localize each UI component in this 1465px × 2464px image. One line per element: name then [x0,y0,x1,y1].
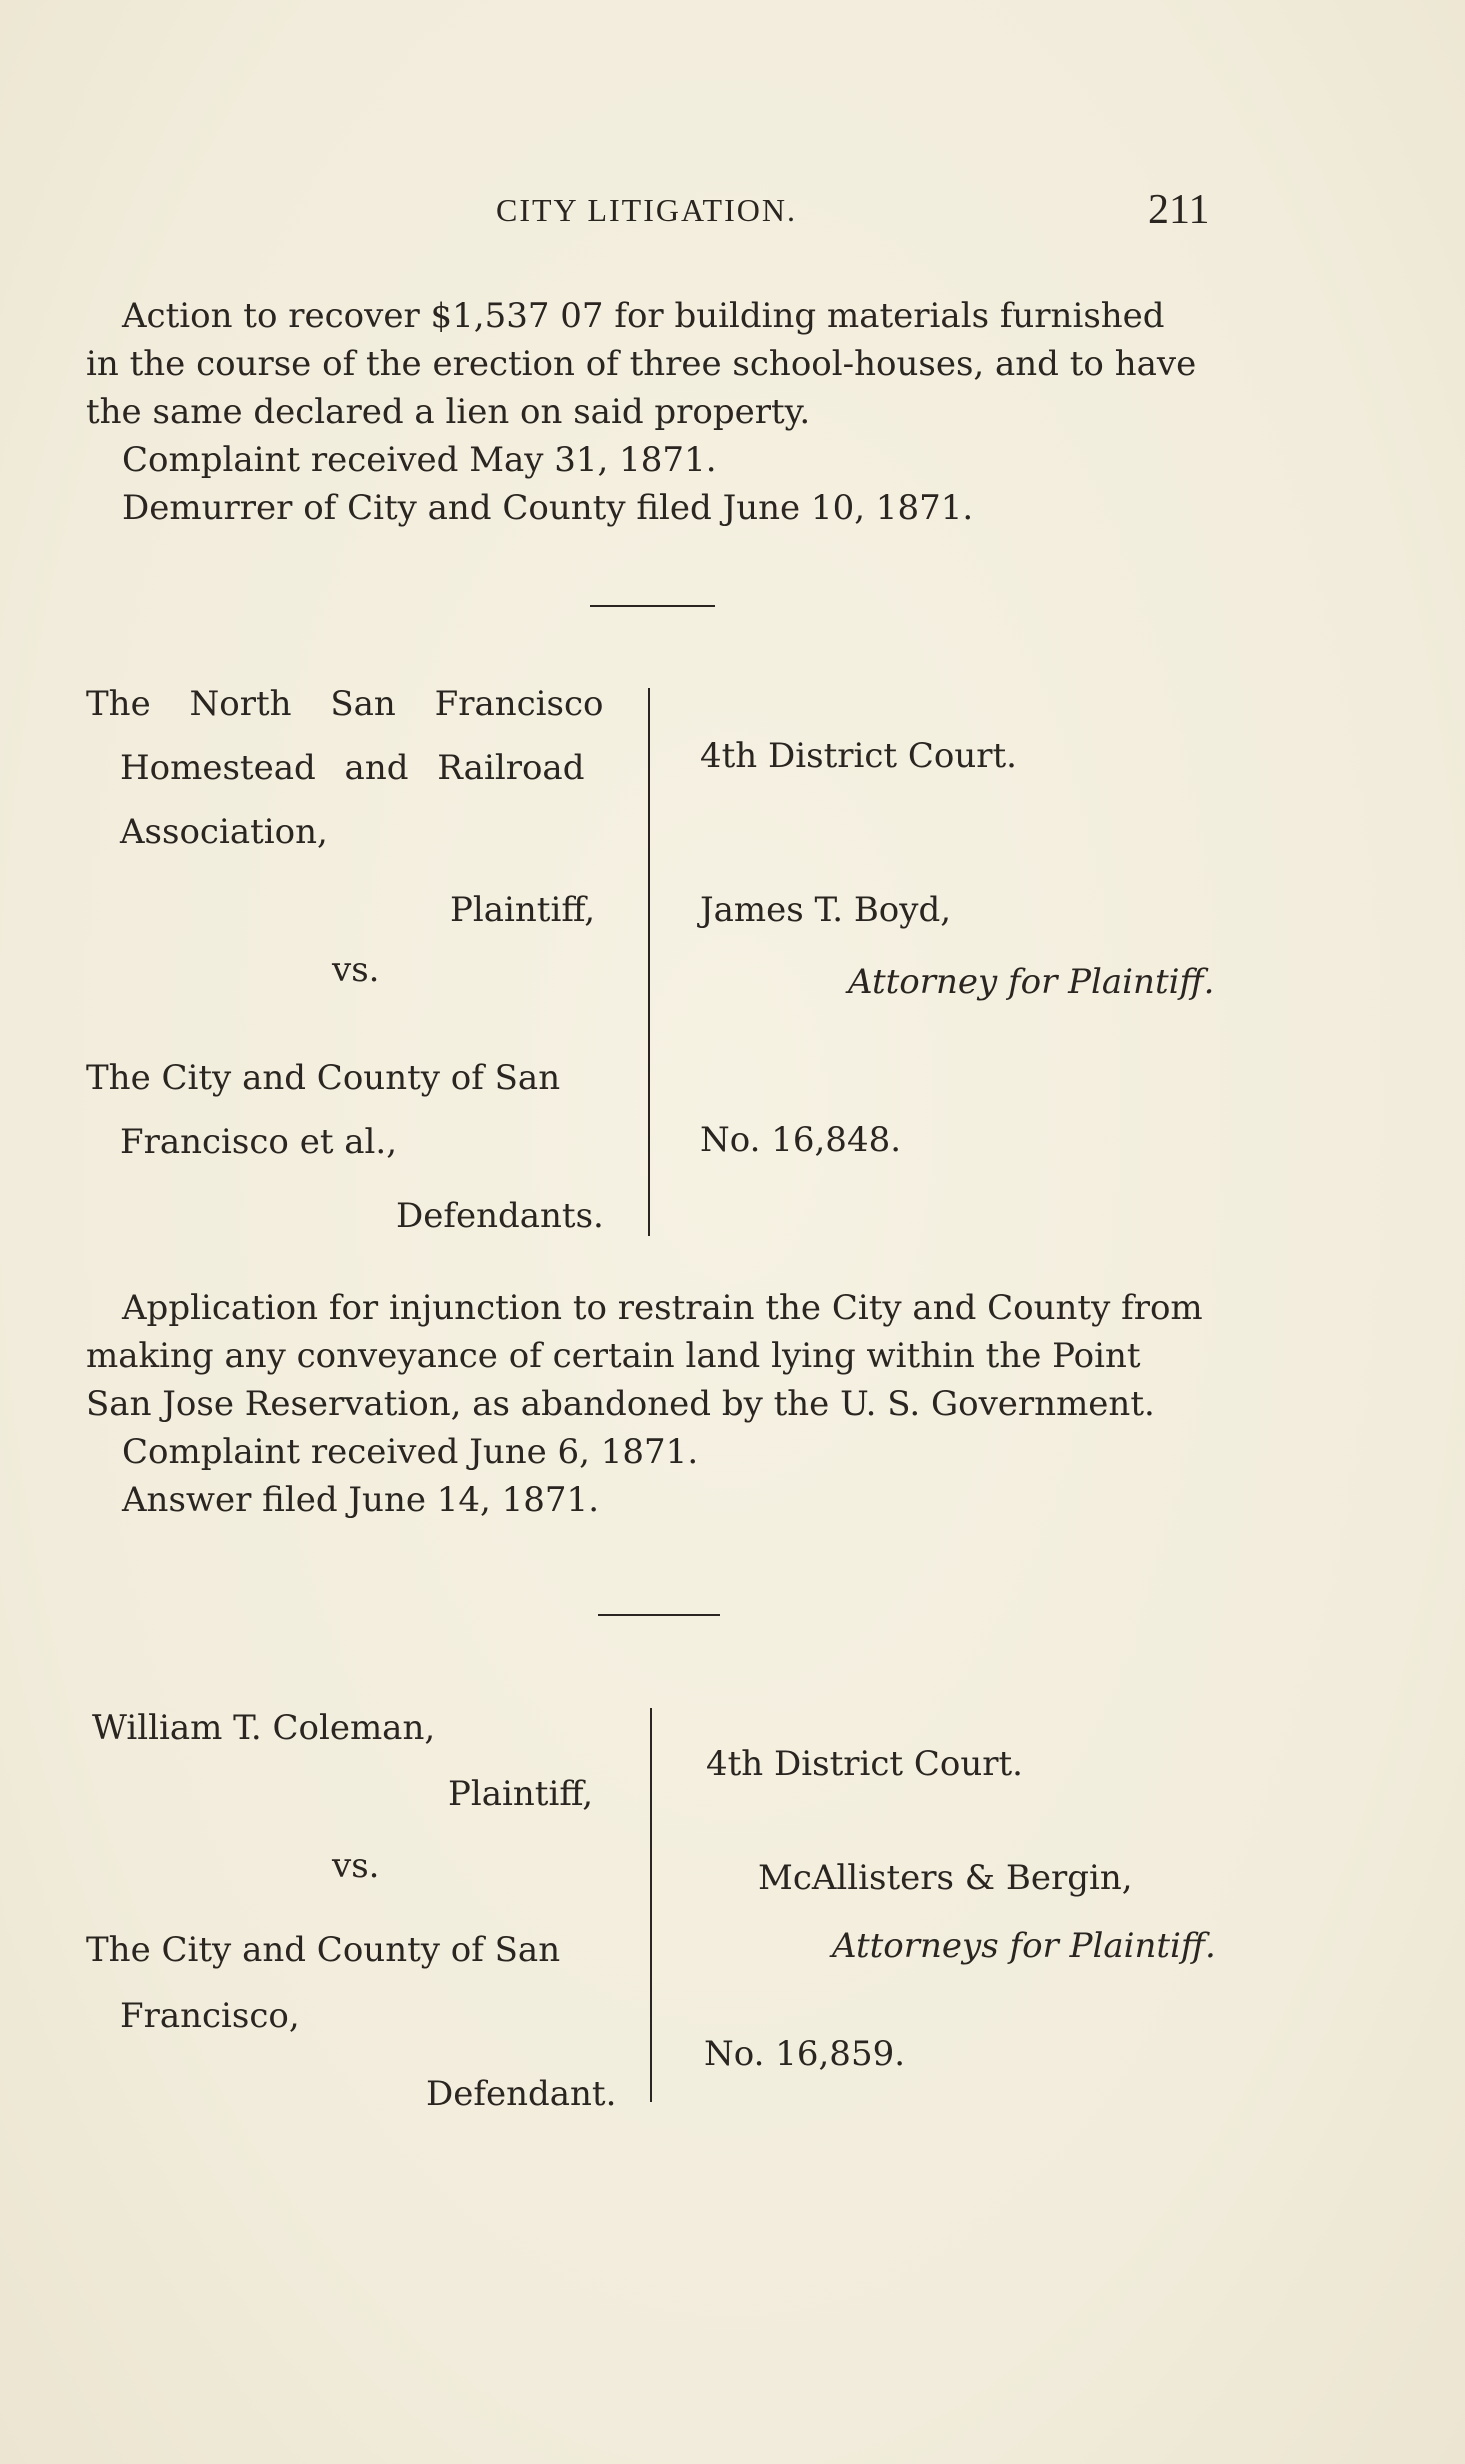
case2-court: 4th District Court. [706,1744,1023,1784]
page-number: 211 [1148,187,1210,233]
intro-line-3: the same declared a lien on said property. [86,392,811,432]
case1-bracket-line [648,688,650,1236]
case1-defendant-line-2: Francisco et al., [120,1122,398,1162]
intro-complaint: Complaint received May 31, 1871. [122,440,717,480]
running-header: CITY LITIGATION. [496,192,797,228]
case1-defendant-line-1: The City and County of San [86,1058,561,1098]
case1-desc-line-1: Application for injunction to restrain the City and County from [122,1288,1203,1328]
case1-court: 4th District Court. [700,736,1017,776]
case1-attorney: James T. Boyd, [700,890,952,930]
case1-plaintiff-line-2: Homestead and Railroad [120,748,585,788]
intro-paragraph [86,292,1216,532]
case1-answer: Answer filed June 14, 1871. [122,1480,599,1520]
case2-plaintiff-line: William T. Coleman, [92,1708,436,1748]
case2-case-number: No. 16,859. [704,2034,906,2074]
case1-attorney-role: Attorney for Plaintiff. [848,962,1215,1002]
case1-plaintiff-line-1: The North San Francisco [86,684,604,724]
case1-defendant-role: Defendants. [396,1196,604,1236]
case1-case-number: No. 16,848. [700,1120,902,1160]
case2-defendant-role: Defendant. [426,2074,617,2114]
case2-defendant-line-2: Francisco, [120,1996,300,2036]
section-divider-1 [590,605,715,607]
case1-versus: vs. [332,950,380,990]
case2-attorney: McAllisters & Bergin, [758,1858,1133,1898]
case2-defendant-line-1: The City and County of San [86,1930,561,1970]
case1-desc-line-3: San Jose Reservation, as abandoned by the U. S. Government. [86,1384,1155,1424]
intro-line-2: in the course of the erection of three school-houses, and to have [86,344,1197,384]
case1-description [86,1284,1216,1524]
case1-plaintiff-role: Plaintiff, [450,890,596,930]
case1-complaint: Complaint received June 6, 1871. [122,1432,699,1472]
case1-plaintiff-line-3: Association, [120,812,328,852]
case2-plaintiff-role: Plaintiff, [448,1774,594,1814]
section-divider-2 [598,1614,720,1616]
case2-bracket-line [650,1708,652,2102]
intro-demurrer: Demurrer of City and County filed June 10, 1871. [122,488,974,528]
case2-attorney-role: Attorneys for Plaintiff. [832,1926,1216,1966]
case1-desc-line-2: making any conveyance of certain land lying within the Point [86,1336,1141,1376]
case2-versus: vs. [332,1846,380,1886]
intro-line-1: Action to recover $1,537 07 for building materials furnished [122,296,1165,336]
